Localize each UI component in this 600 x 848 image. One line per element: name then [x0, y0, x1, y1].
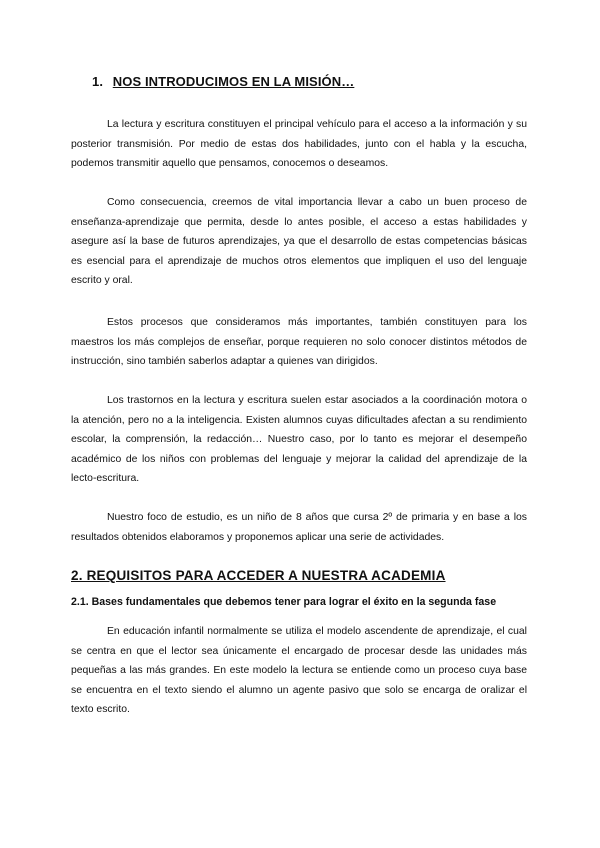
- section-1-heading: [92, 74, 354, 89]
- paragraph: Como consecuencia, creemos de vital importancia llevar a cabo un buen proceso de enseñanza-aprendizaje que permita, desde lo antes posible, el acceso a estas habilidades y asegure así la base de futuros aprendizajes, ya que el desarrollo de estas competencias básicas es esencial para el aprendizaje de muchos otros elementos que impliquen el uso del lenguaje escrito y oral.: [71, 197, 527, 286]
- section-1-title: NOS INTRODUCIMOS EN LA MISIÓN…: [112, 74, 355, 89]
- section-2-1-subheading: 2.1. Bases fundamentales que debemos tener para lograr el éxito en la segunda fase: [71, 596, 497, 608]
- section-2-heading: 2. REQUISITOS PARA ACCEDER A NUESTRA ACADEMIA: [71, 568, 446, 583]
- section-1-number: 1.: [92, 74, 104, 89]
- paragraph: Los trastornos en la lectura y escritura suelen estar asociados a la coordinación motora o la atención, pero no a la inteligencia. Existen alumnos cuyas dificultades afectan a su rendimiento escolar, la comprensión, la redacción… Nuestro caso, por lo tanto es mejorar el desempeño académico de los niños con problemas del lenguaje y mejorar la calidad del aprendizaje de la lecto-escritura.: [71, 395, 527, 484]
- paragraph: Estos procesos que consideramos más importantes, también constituyen para los maestros los más complejos de enseñar, porque requieren no solo conocer distintos métodos de instrucción, sino también saberlos adaptar a quienes van dirigidos.: [71, 317, 527, 367]
- paragraph: La lectura y escritura constituyen el principal vehículo para el acceso a la información y su posterior transmisión. Por medio de estas dos habilidades, junto con el habla y la escucha, podemos transmitir aquello que pensamos, conocemos o deseamos.: [71, 119, 527, 169]
- paragraph: Nuestro foco de estudio, es un niño de 8 años que cursa 2º de primaria y en base a los resultados obtenidos elaboramos y proponemos aplicar una serie de actividades.: [71, 512, 527, 543]
- paragraph: En educación infantil normalmente se utiliza el modelo ascendente de aprendizaje, el cual se centra en que el lector sea únicamente el encargado de procesar desde las unidades más pequeñas a las más grandes. En este modelo la lectura se entiende como un proceso cuya base se encuentra en el texto siendo el alumno un agente pasivo que solo se encarga de oralizar el texto escrito.: [71, 626, 527, 715]
